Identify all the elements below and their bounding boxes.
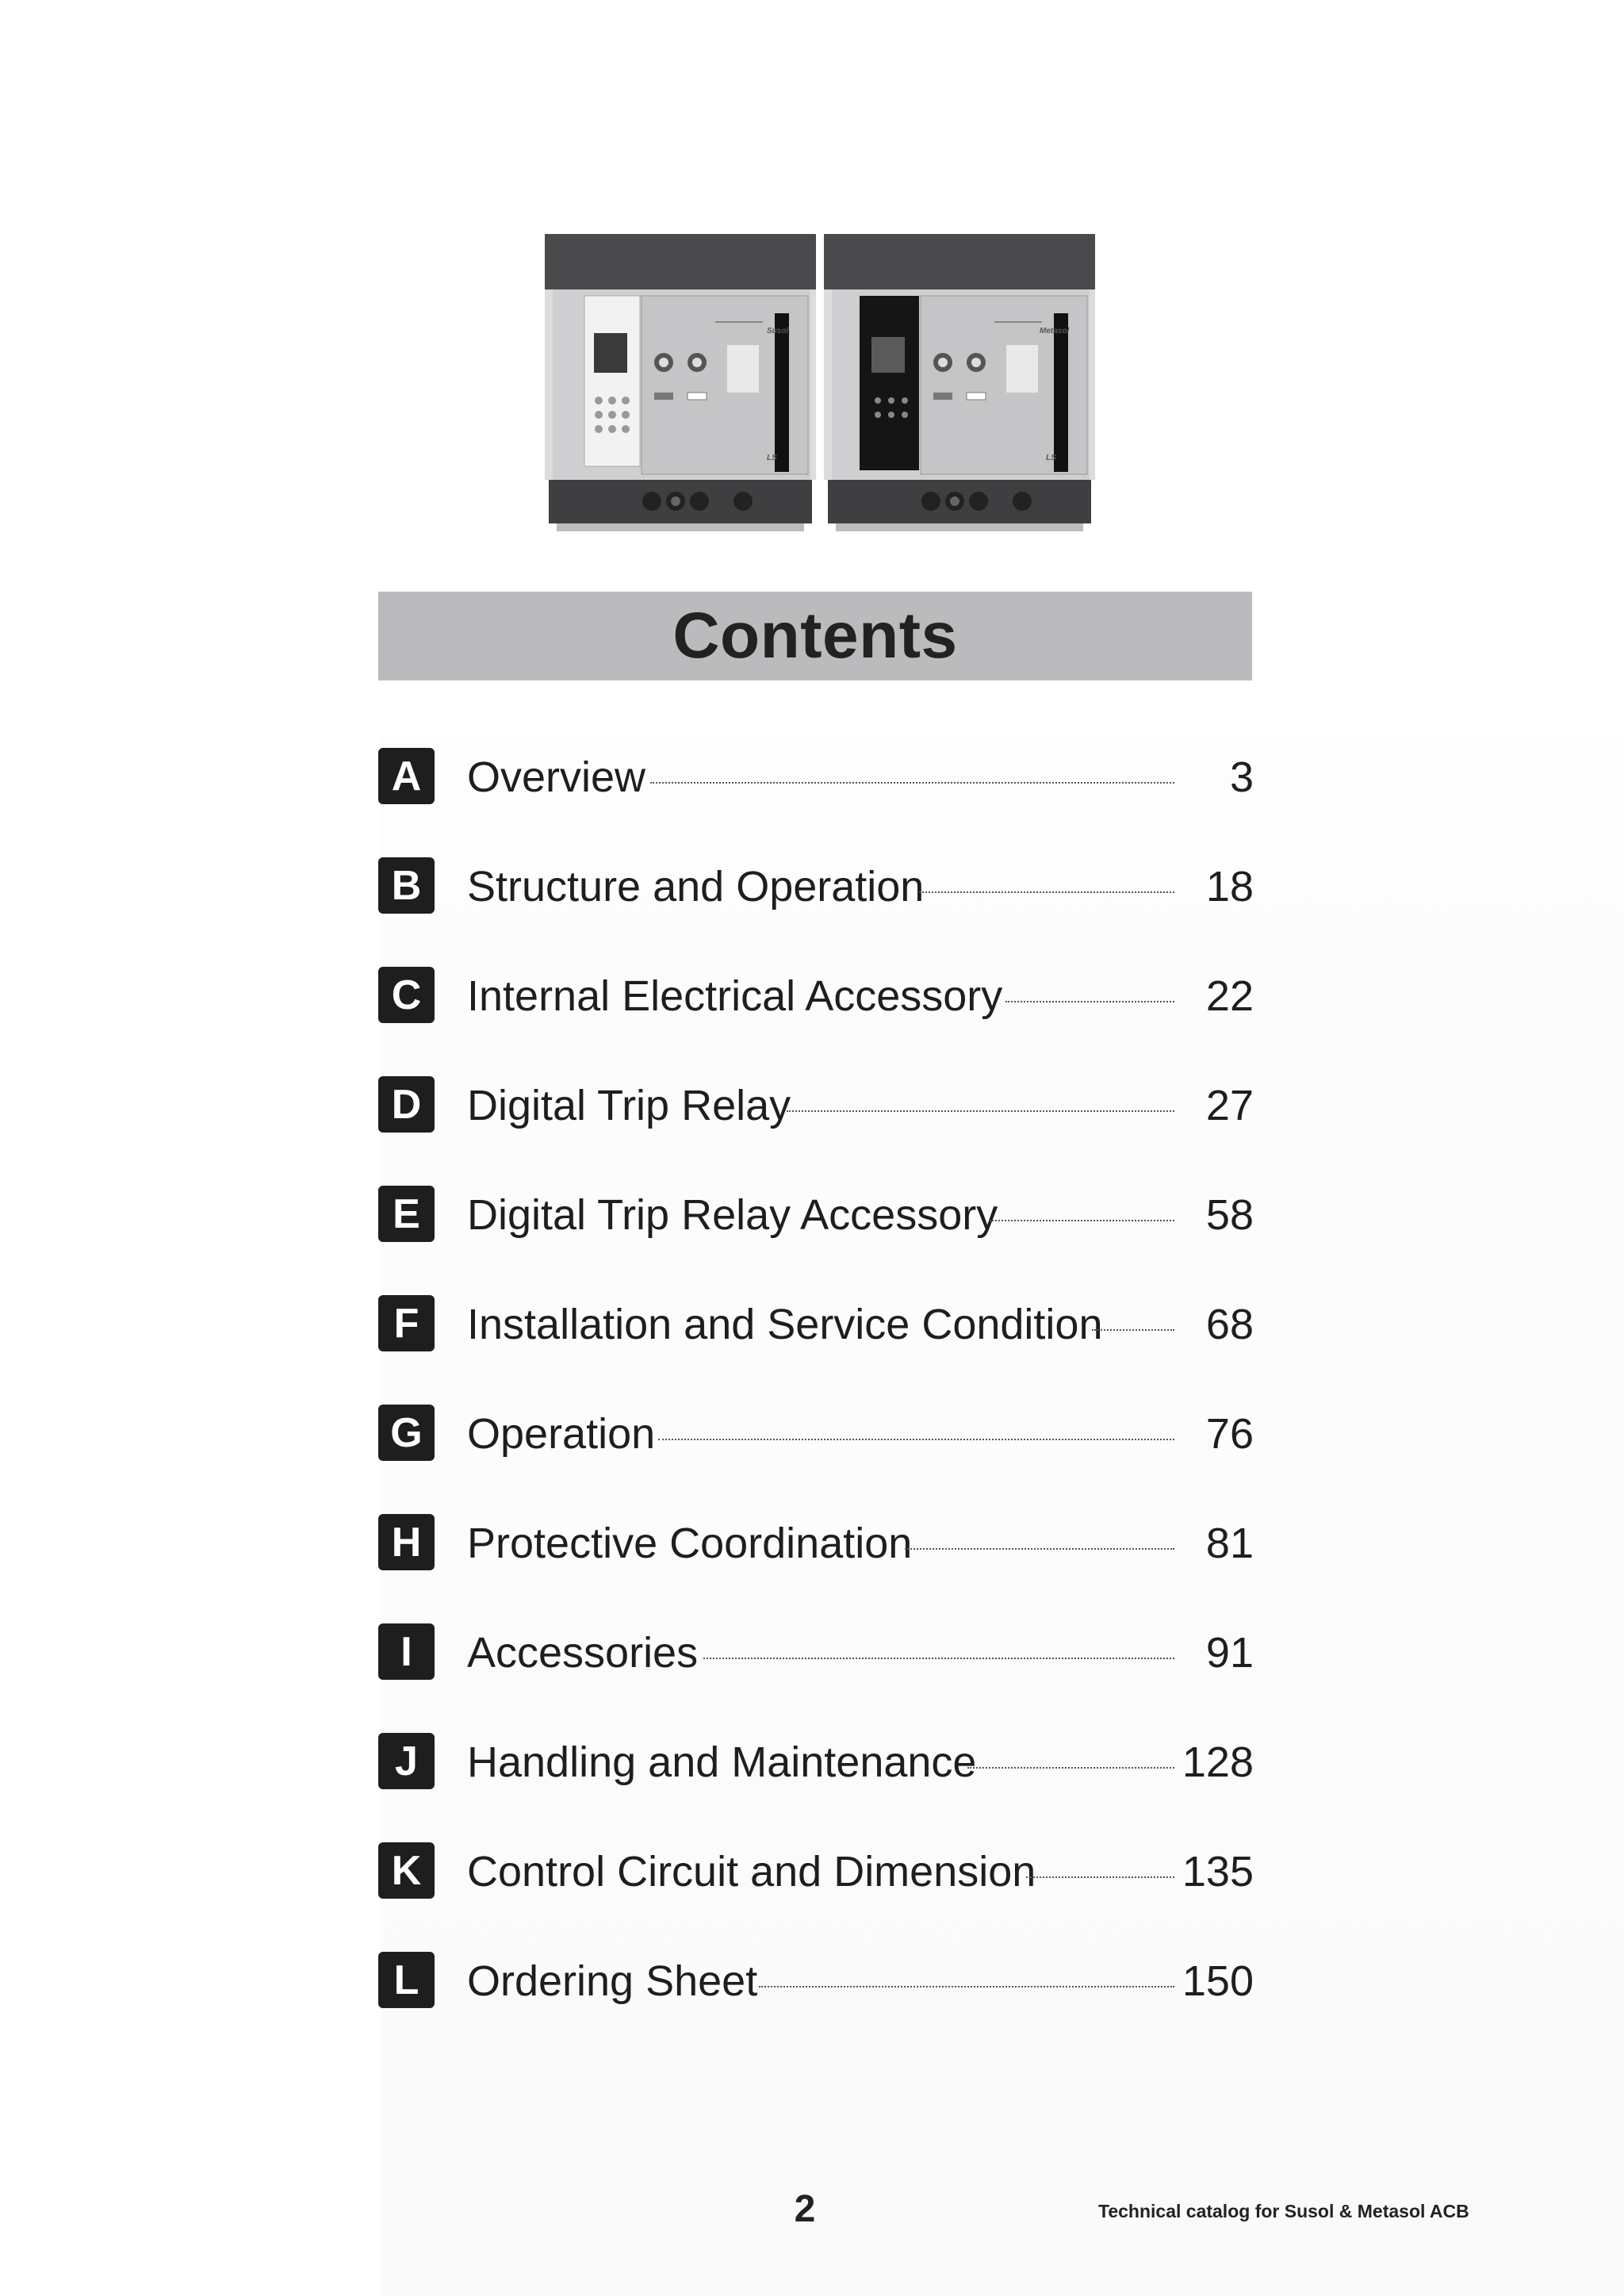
toc-entry-j[interactable]	[378, 1733, 1254, 1842]
page-number: 128	[1182, 1738, 1254, 1786]
page-number: 18	[1205, 863, 1254, 910]
toc-entry-e[interactable]	[378, 1186, 1254, 1295]
page-number: 58	[1205, 1191, 1254, 1239]
metasol-acb-image	[824, 234, 1095, 543]
dot-leader	[658, 1439, 1174, 1440]
toc-entry-h[interactable]	[378, 1514, 1254, 1623]
section-title: Overview	[467, 753, 646, 801]
toc-entry-c[interactable]	[378, 967, 1254, 1076]
page-number: 81	[1205, 1520, 1254, 1567]
toc-entry-d[interactable]	[378, 1076, 1254, 1186]
toc-entry-b[interactable]	[378, 857, 1254, 967]
page-number: 150	[1182, 1957, 1254, 2005]
toc-entry-l[interactable]	[378, 1952, 1254, 2061]
section-title: Digital Trip Relay	[467, 1082, 791, 1129]
table-of-contents	[378, 748, 1254, 2061]
dot-leader	[905, 1548, 1174, 1550]
toc-entry-a[interactable]	[378, 748, 1254, 857]
section-letter-badge: I	[378, 1623, 435, 1680]
contents-title: Contents	[672, 600, 958, 672]
section-letter-badge: H	[378, 1514, 435, 1570]
dot-leader	[990, 1220, 1174, 1221]
page-number: 76	[1205, 1410, 1254, 1458]
page-number: 22	[1205, 972, 1254, 1020]
section-letter-badge: C	[378, 967, 435, 1023]
page-number: 68	[1205, 1301, 1254, 1348]
dot-leader	[1026, 1876, 1174, 1878]
page-number: 91	[1205, 1629, 1254, 1677]
section-letter-badge: E	[378, 1186, 435, 1242]
section-title: Structure and Operation	[467, 863, 925, 910]
dot-leader	[703, 1658, 1174, 1659]
footer-page-number: 2	[794, 2188, 816, 2230]
section-title: Operation	[467, 1410, 656, 1458]
svg-text:LS: LS	[1046, 454, 1056, 462]
toc-entry-k[interactable]	[378, 1842, 1254, 1952]
section-title: Control Circuit and Dimension	[467, 1848, 1036, 1895]
svg-text:Susol: Susol	[767, 327, 789, 335]
section-letter-badge: K	[378, 1842, 435, 1899]
section-letter-badge: F	[378, 1295, 435, 1351]
toc-entry-f[interactable]	[378, 1295, 1254, 1405]
section-title: Accessories	[467, 1629, 699, 1677]
footer-catalog-title: Technical catalog for Susol & Metasol ACB	[1098, 2201, 1469, 2221]
section-title: Handling and Maintenance	[467, 1738, 977, 1786]
svg-text:LS: LS	[767, 454, 777, 462]
section-letter-badge: D	[378, 1076, 435, 1133]
dot-leader	[787, 1110, 1174, 1112]
section-title: Internal Electrical Accessory	[467, 972, 1003, 1020]
susol-acb-image	[545, 234, 816, 543]
section-letter-badge: A	[378, 748, 435, 804]
section-title: Ordering Sheet	[467, 1957, 758, 2005]
dot-leader	[967, 1767, 1174, 1769]
page-number: 135	[1182, 1848, 1254, 1895]
page-number: 3	[1229, 753, 1254, 801]
page-number: 27	[1205, 1082, 1254, 1129]
dot-leader	[1005, 1001, 1174, 1002]
toc-entry-i[interactable]	[378, 1623, 1254, 1733]
dot-leader	[1092, 1329, 1174, 1331]
section-letter-badge: J	[378, 1733, 435, 1789]
contents-banner	[378, 592, 1252, 680]
section-title: Digital Trip Relay Accessory	[467, 1191, 998, 1239]
section-letter-badge: L	[378, 1952, 435, 2008]
section-letter-badge: G	[378, 1405, 435, 1461]
section-letter-badge: B	[378, 857, 435, 914]
svg-text:Metasol: Metasol	[1040, 327, 1070, 335]
toc-entry-g[interactable]	[378, 1405, 1254, 1514]
dot-leader	[650, 782, 1174, 784]
section-title: Installation and Service Condition	[467, 1301, 1103, 1348]
dot-leader	[759, 1986, 1174, 1987]
dot-leader	[919, 891, 1174, 893]
section-title: Protective Coordination	[467, 1520, 913, 1567]
